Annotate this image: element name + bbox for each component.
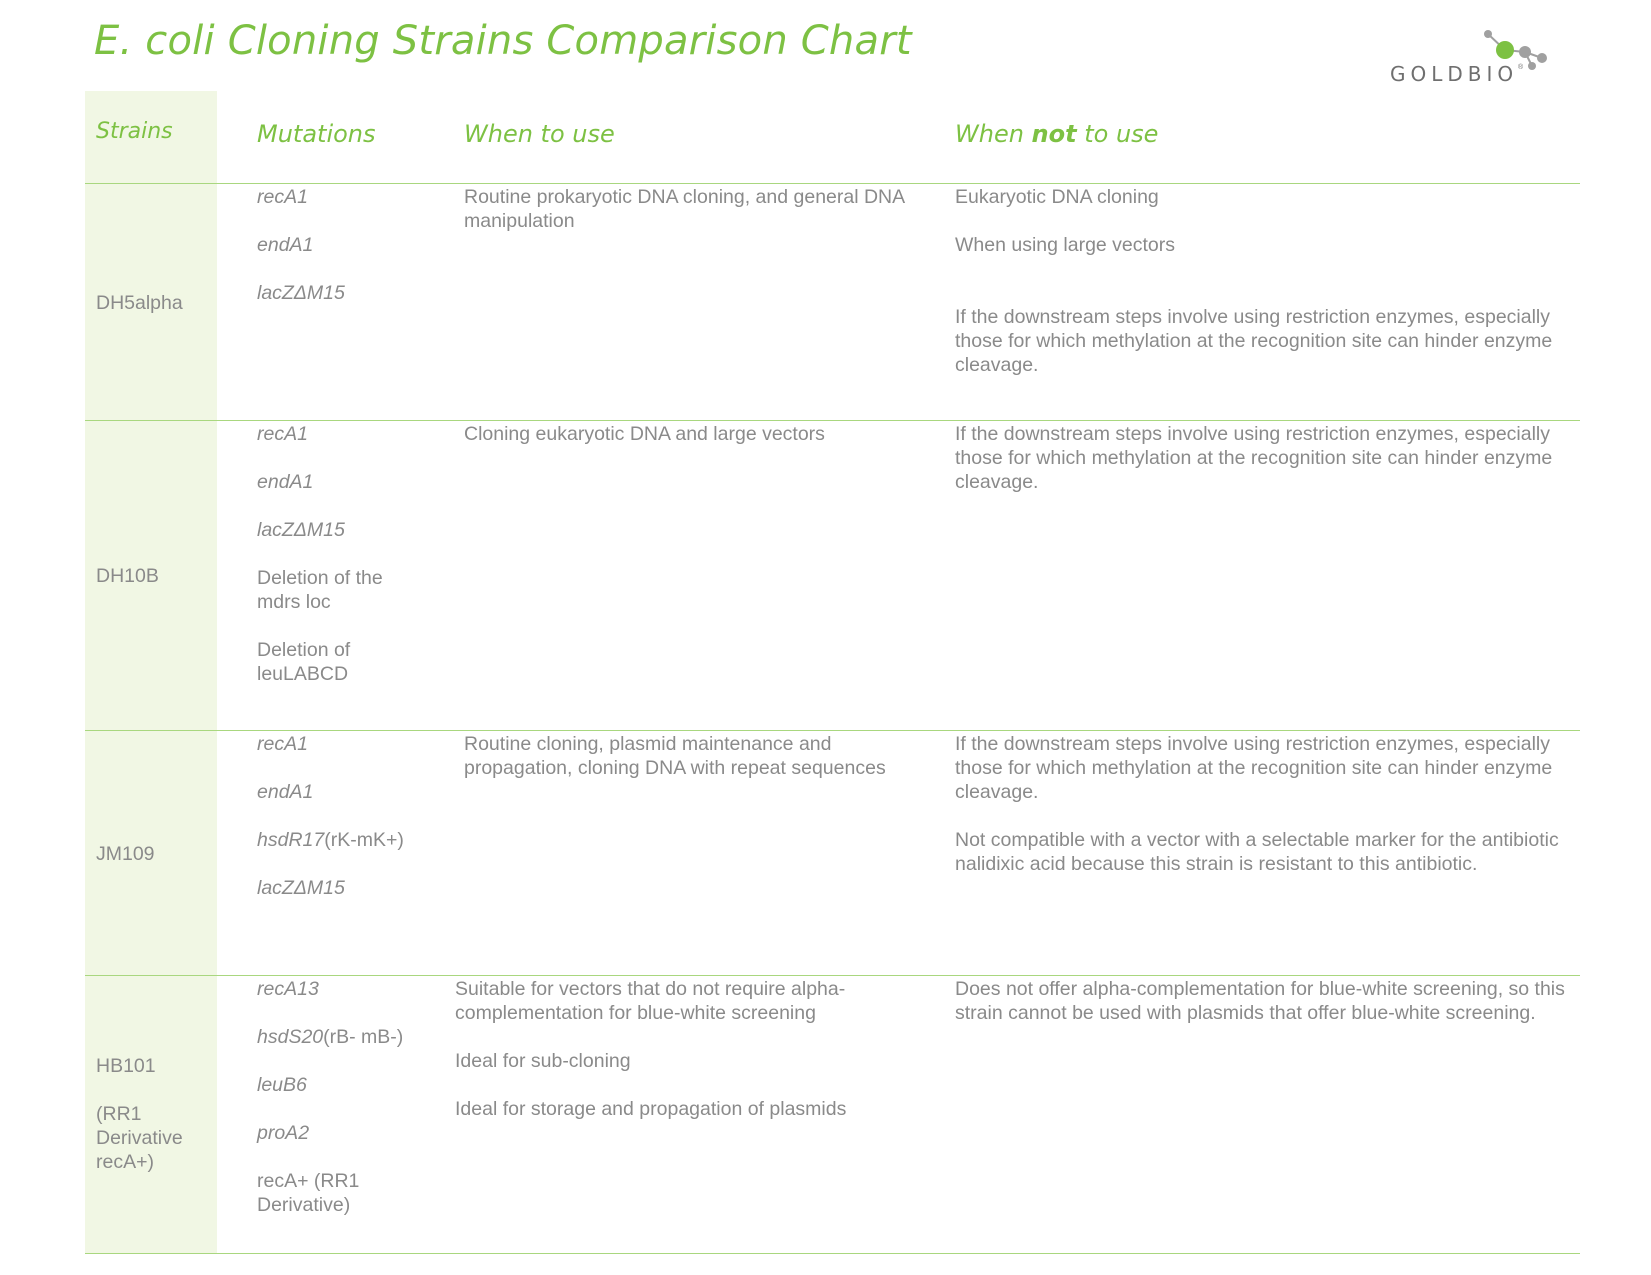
strain-name: HB101 <box>96 1055 156 1077</box>
page-title: E. coli Cloning Strains Comparison Chart <box>94 18 912 64</box>
header-when-not-bold: not <box>1031 120 1077 148</box>
header-strains: Strains <box>96 119 173 144</box>
header-when-not-to-use <box>955 120 1158 148</box>
row-divider <box>85 1253 1580 1254</box>
registered-mark: ® <box>1518 64 1524 71</box>
mutation: proA2 <box>257 1122 310 1144</box>
when-to-use-text: Routine prokaryotic DNA cloning, and general DNA manipulation <box>464 186 905 232</box>
strain-name: JM109 <box>96 843 155 865</box>
strain-column-band <box>85 91 217 1254</box>
row-divider <box>85 730 1580 731</box>
when-not-text: Eukaryotic DNA cloning <box>955 186 1159 208</box>
mutation-phenotype: (rB- mB-) <box>323 1026 404 1048</box>
mutation: recA1 <box>257 733 308 755</box>
mutation: lacZΔM15 <box>257 519 345 541</box>
logo-wordmark: GOLDBIO <box>1390 62 1519 86</box>
strain-note: (RR1 Derivative recA+) <box>96 1103 183 1173</box>
when-not-text: Not compatible with a vector with a selectable marker for the antibiotic nalidixic acid because this strain is resistant to this antibiotic. <box>955 829 1559 875</box>
mutation <box>257 1025 447 1049</box>
when-not-text: If the downstream steps involve using restriction enzymes, especially those for which methylation at the recognition site can hinder enzyme cleavage. <box>955 733 1553 803</box>
when-not-text: If the downstream steps involve using restriction enzymes, especially those for which methylation at the recognition site can hinder enzyme cleavage. <box>955 306 1553 376</box>
mutation-gene: hsdR17 <box>257 829 325 851</box>
when-not-text: If the downstream steps involve using restriction enzymes, especially those for which methylation at the recognition site can hinder enzyme cleavage. <box>955 423 1553 493</box>
mutation: endA1 <box>257 471 314 493</box>
when-to-use-text: Suitable for vectors that do not require alpha-complementation for blue-white screening <box>455 978 846 1024</box>
mutation-phenotype: (rK-mK+) <box>324 829 404 851</box>
mutation: lacZΔM15 <box>257 877 345 899</box>
strain-name: DH5alpha <box>96 292 183 314</box>
mutation: Deletion of leuLABCD <box>257 639 351 685</box>
mutation-gene: hsdS20 <box>257 1026 324 1048</box>
when-not-text: Does not offer alpha-complementation for blue-white screening, so this strain cannot be used with plasmids that offer blue-white screening. <box>955 978 1565 1024</box>
when-to-use-text: Routine cloning, plasmid maintenance and propagation, cloning DNA with repeat sequences <box>464 733 886 779</box>
when-to-use-text: Ideal for storage and propagation of plasmids <box>455 1098 847 1120</box>
when-to-use-text: Ideal for sub-cloning <box>455 1050 631 1072</box>
mutation: leuB6 <box>257 1074 307 1096</box>
row-divider <box>85 420 1580 421</box>
mutation: recA1 <box>257 186 308 208</box>
header-mutations: Mutations <box>257 120 376 148</box>
mutation: endA1 <box>257 234 314 256</box>
mutation: endA1 <box>257 781 314 803</box>
header-when-not-suffix: to use <box>1076 120 1159 148</box>
row-divider <box>85 975 1580 976</box>
when-to-use-text: Cloning eukaryotic DNA and large vectors <box>464 423 825 445</box>
mutation: recA13 <box>257 978 319 1000</box>
strain-name: DH10B <box>96 565 159 587</box>
header-when-not-prefix: When <box>955 120 1032 148</box>
mutation: lacZΔM15 <box>257 282 345 304</box>
row-divider <box>85 183 1580 184</box>
mutation <box>257 828 447 852</box>
mutation: recA+ (RR1 Derivative) <box>257 1170 360 1216</box>
header-when-to-use: When to use <box>464 120 615 148</box>
mutation: Deletion of the mdrs loc <box>257 567 383 613</box>
when-not-text: When using large vectors <box>955 234 1176 256</box>
goldbio-logo <box>1390 28 1550 88</box>
mutation: recA1 <box>257 423 308 445</box>
